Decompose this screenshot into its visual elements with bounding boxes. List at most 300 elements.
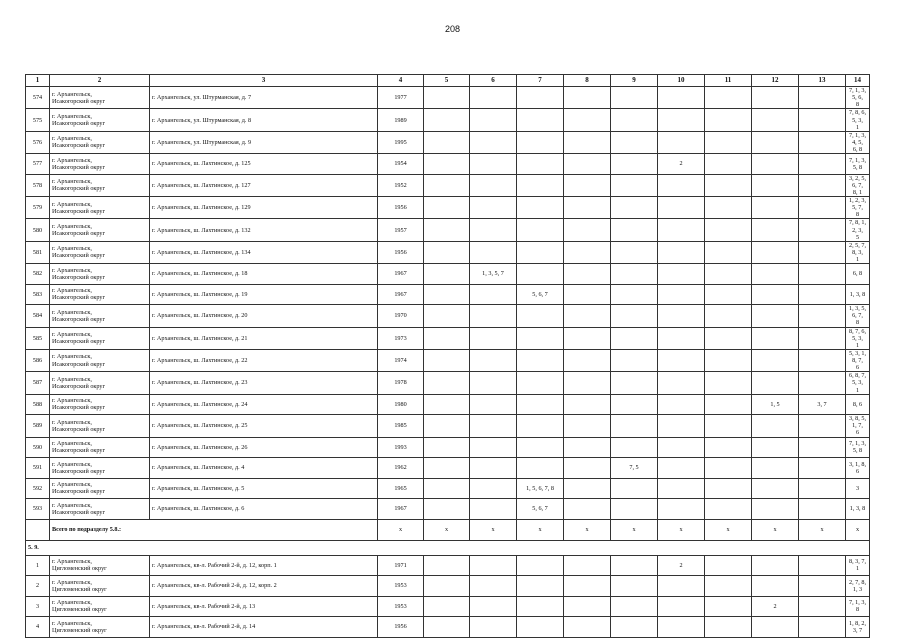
column-7-cell [517,349,564,371]
column-9-cell [611,415,658,437]
column-11-cell [705,394,752,415]
district-cell: г. Архангельск, Исакогорский округ [50,174,150,196]
column-5-cell [424,327,470,349]
column-8-cell [564,458,611,479]
subtotal-mark: x [378,519,424,540]
column-6-cell [470,478,517,499]
table-row [26,284,870,305]
header-row [26,75,870,87]
table-row [26,596,870,617]
column-7-cell [517,305,564,327]
column-13-cell [799,576,846,597]
district-cell: г. Архангельск, Цигломенский округ [50,555,150,576]
year-cell: 1980 [378,394,424,415]
column-10-cell [658,349,705,371]
year-cell: 1985 [378,415,424,437]
column-6-cell [470,555,517,576]
row-number-cell: 2 [26,576,50,597]
column-13-cell [799,174,846,196]
subtotal-mark: x [611,519,658,540]
address-cell: г. Архангельск, кв-л. Рабочий 2-й, д. 12, корп. 2 [150,576,378,597]
column-7-cell [517,617,564,638]
column-13-cell [799,109,846,131]
column-9-cell [611,131,658,153]
column-13-cell [799,327,846,349]
year-cell: 1956 [378,197,424,219]
address-cell: г. Архангельск, ш. Лахтинское, д. 5 [150,478,378,499]
column-13-cell [799,305,846,327]
year-cell: 1973 [378,327,424,349]
column-13-cell [799,555,846,576]
column-10-cell [658,219,705,241]
column-13-cell [799,458,846,479]
table-row [26,458,870,479]
column-header-6: 6 [470,75,517,87]
column-12-cell [752,305,799,327]
table-row [26,219,870,241]
column-11-cell [705,219,752,241]
column-10-cell [658,499,705,520]
year-cell: 1956 [378,617,424,638]
year-cell: 1978 [378,372,424,394]
column-11-cell [705,596,752,617]
column-5-cell [424,555,470,576]
column-5-cell [424,415,470,437]
district-cell: г. Архангельск, Исакогорский округ [50,305,150,327]
column-13-cell [799,499,846,520]
column-6-cell [470,109,517,131]
column-6-cell [470,131,517,153]
address-cell: г. Архангельск, кв-л. Рабочий 2-й, д. 12, корп. 1 [150,555,378,576]
column-12-cell: 2 [752,596,799,617]
column-11-cell [705,305,752,327]
column-14-cell: 7, 1, 3, 8 [846,596,870,617]
column-13-cell [799,415,846,437]
column-7-cell [517,415,564,437]
year-cell: 1967 [378,499,424,520]
district-cell: г. Архангельск, Исакогорский округ [50,458,150,479]
column-8-cell [564,394,611,415]
column-6-cell [470,241,517,263]
column-header-4: 4 [378,75,424,87]
row-number-cell: 592 [26,478,50,499]
column-6-cell [470,458,517,479]
column-8-cell [564,131,611,153]
column-11-cell [705,284,752,305]
table-row [26,394,870,415]
column-6-cell [470,154,517,175]
column-7-cell [517,154,564,175]
column-6-cell [470,576,517,597]
address-cell: г. Архангельск, ш. Лахтинское, д. 24 [150,394,378,415]
column-9-cell [611,555,658,576]
address-cell: г. Архангельск, ш. Лахтинское, д. 23 [150,372,378,394]
column-11-cell [705,437,752,458]
district-cell: г. Архангельск, Исакогорский округ [50,241,150,263]
column-8-cell [564,499,611,520]
column-9-cell [611,327,658,349]
column-5-cell [424,284,470,305]
column-7-cell [517,555,564,576]
column-14-cell: 8, 3, 7, 1 [846,555,870,576]
row-number-cell: 583 [26,284,50,305]
district-cell: г. Архангельск, Цигломенский округ [50,617,150,638]
address-cell: г. Архангельск, ш. Лахтинское, д. 134 [150,241,378,263]
column-5-cell [424,109,470,131]
column-14-cell: 7, 1, 3, 5, 8 [846,437,870,458]
column-9-cell [611,349,658,371]
column-9-cell [611,197,658,219]
column-13-cell [799,372,846,394]
column-7-cell: 5, 6, 7 [517,499,564,520]
column-5-cell [424,87,470,109]
column-6-cell [470,415,517,437]
column-12-cell [752,264,799,285]
row-number-cell: 591 [26,458,50,479]
column-14-cell: 3, 8, 5, 1, 7, 6 [846,415,870,437]
column-7-cell [517,394,564,415]
row-number-cell: 4 [26,617,50,638]
table-row [26,264,870,285]
row-number-cell: 1 [26,555,50,576]
column-7-cell: 1, 5, 6, 7, 8 [517,478,564,499]
column-8-cell [564,197,611,219]
column-12-cell [752,458,799,479]
district-cell: г. Архангельск, Исакогорский округ [50,87,150,109]
table-row [26,617,870,638]
address-cell: г. Архангельск, ул. Штурманская, д. 7 [150,87,378,109]
column-12-cell [752,555,799,576]
column-9-cell [611,174,658,196]
column-13-cell [799,596,846,617]
column-10-cell [658,458,705,479]
column-5-cell [424,264,470,285]
year-cell: 1965 [378,478,424,499]
column-7-cell [517,596,564,617]
column-12-cell [752,349,799,371]
column-14-cell: 5, 3, 1, 8, 7, 6 [846,349,870,371]
column-6-cell [470,197,517,219]
column-11-cell [705,576,752,597]
column-12-cell [752,617,799,638]
address-cell: г. Архангельск, ш. Лахтинское, д. 25 [150,415,378,437]
year-cell: 1967 [378,284,424,305]
column-12-cell [752,131,799,153]
column-9-cell [611,576,658,597]
column-7-cell [517,174,564,196]
district-cell: г. Архангельск, Исакогорский округ [50,478,150,499]
column-7-cell [517,109,564,131]
table-row [26,174,870,196]
table-row [26,154,870,175]
column-11-cell [705,264,752,285]
subtotal-label: Всего по подразделу 5.8.: [50,519,378,540]
row-number-cell: 593 [26,499,50,520]
row-number-cell: 581 [26,241,50,263]
year-cell: 1953 [378,576,424,597]
row-number-cell: 584 [26,305,50,327]
column-14-cell: 7, 1, 3, 5, 8 [846,154,870,175]
column-9-cell [611,109,658,131]
column-5-cell [424,349,470,371]
column-13-cell [799,264,846,285]
column-10-cell [658,437,705,458]
column-header-13: 13 [799,75,846,87]
subtotal-mark: x [564,519,611,540]
column-11-cell [705,327,752,349]
year-cell: 1989 [378,109,424,131]
address-cell: г. Архангельск, кв-л. Рабочий 2-й, д. 14 [150,617,378,638]
column-8-cell [564,174,611,196]
row-number-cell: 579 [26,197,50,219]
column-12-cell [752,241,799,263]
column-14-cell: 7, 1, 3, 5, 6, 8 [846,87,870,109]
table-row [26,241,870,263]
column-10-cell: 2 [658,555,705,576]
column-13-cell [799,349,846,371]
column-9-cell [611,305,658,327]
column-14-cell: 3 [846,478,870,499]
column-12-cell [752,576,799,597]
column-13-cell [799,219,846,241]
column-7-cell [517,458,564,479]
column-7-cell [517,327,564,349]
column-12-cell [752,415,799,437]
column-9-cell [611,241,658,263]
column-10-cell: 2 [658,154,705,175]
column-9-cell [611,87,658,109]
subtotal-mark: x [658,519,705,540]
column-8-cell [564,617,611,638]
column-10-cell [658,87,705,109]
column-8-cell [564,264,611,285]
row-number-cell: 575 [26,109,50,131]
column-7-cell [517,264,564,285]
column-13-cell [799,437,846,458]
column-6-cell [470,394,517,415]
column-header-11: 11 [705,75,752,87]
column-11-cell [705,555,752,576]
address-cell: г. Архангельск, ш. Лахтинское, д. 21 [150,327,378,349]
column-5-cell [424,305,470,327]
column-header-14: 14 [846,75,870,87]
district-cell: г. Архангельск, Исакогорский округ [50,437,150,458]
district-cell: г. Архангельск, Цигломенский округ [50,596,150,617]
column-10-cell [658,241,705,263]
column-7-cell [517,131,564,153]
column-14-cell: 1, 3, 8 [846,284,870,305]
column-7-cell [517,576,564,597]
column-12-cell [752,437,799,458]
table-row [26,478,870,499]
address-cell: г. Архангельск, ш. Лахтинское, д. 129 [150,197,378,219]
column-6-cell [470,174,517,196]
column-6-cell [470,327,517,349]
column-5-cell [424,437,470,458]
column-12-cell [752,174,799,196]
column-10-cell [658,197,705,219]
column-9-cell [611,372,658,394]
row-number-cell: 585 [26,327,50,349]
column-14-cell: 7, 8, 1, 2, 3, 5 [846,219,870,241]
table-row [26,437,870,458]
subtotal-mark: x [799,519,846,540]
column-11-cell [705,174,752,196]
district-cell: г. Архангельск, Исакогорский округ [50,219,150,241]
column-5-cell [424,458,470,479]
column-header-7: 7 [517,75,564,87]
column-7-cell: 5, 6, 7 [517,284,564,305]
column-12-cell [752,219,799,241]
subtotal-spacer-cell [26,519,50,540]
column-5-cell [424,499,470,520]
address-cell: г. Архангельск, ш. Лахтинское, д. 26 [150,437,378,458]
address-cell: г. Архангельск, ш. Лахтинское, д. 22 [150,349,378,371]
column-11-cell [705,87,752,109]
column-9-cell [611,394,658,415]
column-14-cell: 3, 1, 8, 6 [846,458,870,479]
row-number-cell: 578 [26,174,50,196]
column-14-cell: 2, 7, 8, 1, 3 [846,576,870,597]
column-8-cell [564,478,611,499]
table-row [26,576,870,597]
year-cell: 1995 [378,131,424,153]
year-cell: 1974 [378,349,424,371]
table-row [26,305,870,327]
table-row [26,349,870,371]
year-cell: 1977 [378,87,424,109]
district-cell: г. Архангельск, Цигломенский округ [50,576,150,597]
address-cell: г. Архангельск, ул. Штурманская, д. 8 [150,109,378,131]
column-14-cell: 1, 2, 3, 5, 7, 8 [846,197,870,219]
column-13-cell [799,241,846,263]
column-10-cell [658,372,705,394]
subtotal-mark: x [705,519,752,540]
column-5-cell [424,394,470,415]
section-label: 5. 9. [26,540,870,555]
column-11-cell [705,478,752,499]
address-cell: г. Архангельск, ш. Лахтинское, д. 127 [150,174,378,196]
district-cell: г. Архангельск, Исакогорский округ [50,372,150,394]
column-6-cell [470,284,517,305]
column-12-cell [752,284,799,305]
column-9-cell [611,284,658,305]
table-row [26,87,870,109]
column-7-cell [517,197,564,219]
column-header-1: 1 [26,75,50,87]
column-8-cell [564,372,611,394]
year-cell: 1954 [378,154,424,175]
subtotal-mark: x [470,519,517,540]
column-9-cell [611,437,658,458]
column-8-cell [564,349,611,371]
column-7-cell [517,87,564,109]
column-10-cell [658,305,705,327]
column-11-cell [705,415,752,437]
column-11-cell [705,154,752,175]
row-number-cell: 588 [26,394,50,415]
column-7-cell [517,437,564,458]
column-5-cell [424,576,470,597]
column-5-cell [424,478,470,499]
column-9-cell [611,596,658,617]
address-cell: г. Архангельск, ш. Лахтинское, д. 132 [150,219,378,241]
address-cell: г. Архангельск, ш. Лахтинское, д. 20 [150,305,378,327]
district-cell: г. Архангельск, Исакогорский округ [50,131,150,153]
subtotal-mark: x [517,519,564,540]
column-13-cell [799,617,846,638]
column-13-cell [799,197,846,219]
column-14-cell: 7, 8, 6, 5, 3, 1 [846,109,870,131]
year-cell: 1956 [378,241,424,263]
column-13-cell [799,131,846,153]
column-11-cell [705,197,752,219]
year-cell: 1971 [378,555,424,576]
column-11-cell [705,109,752,131]
column-header-8: 8 [564,75,611,87]
page-number: 208 [444,24,461,34]
column-5-cell [424,596,470,617]
column-13-cell [799,154,846,175]
column-header-9: 9 [611,75,658,87]
column-8-cell [564,596,611,617]
housing-table [25,74,870,638]
row-number-cell: 587 [26,372,50,394]
subtotal-mark: x [424,519,470,540]
column-5-cell [424,372,470,394]
column-8-cell [564,555,611,576]
column-11-cell [705,458,752,479]
row-number-cell: 3 [26,596,50,617]
year-cell: 1957 [378,219,424,241]
column-6-cell [470,305,517,327]
column-6-cell [470,617,517,638]
column-12-cell [752,478,799,499]
column-10-cell [658,394,705,415]
column-14-cell: 1, 3, 8 [846,499,870,520]
column-12-cell: 1, 5 [752,394,799,415]
row-number-cell: 580 [26,219,50,241]
column-header-5: 5 [424,75,470,87]
column-5-cell [424,154,470,175]
row-number-cell: 577 [26,154,50,175]
address-cell: г. Архангельск, ш. Лахтинское, д. 19 [150,284,378,305]
column-6-cell [470,499,517,520]
district-cell: г. Архангельск, Исакогорский округ [50,154,150,175]
column-10-cell [658,415,705,437]
column-9-cell [611,617,658,638]
column-header-10: 10 [658,75,705,87]
column-12-cell [752,197,799,219]
column-14-cell: 6, 8 [846,264,870,285]
column-8-cell [564,241,611,263]
column-6-cell [470,372,517,394]
column-11-cell [705,349,752,371]
column-14-cell: 8, 6 [846,394,870,415]
column-11-cell [705,372,752,394]
column-8-cell [564,305,611,327]
district-cell: г. Архангельск, Исакогорский округ [50,264,150,285]
column-7-cell [517,372,564,394]
column-12-cell [752,87,799,109]
column-5-cell [424,617,470,638]
column-5-cell [424,174,470,196]
column-13-cell: 3, 7 [799,394,846,415]
section-heading-row [26,540,870,555]
row-number-cell: 574 [26,87,50,109]
year-cell: 1952 [378,174,424,196]
table-row [26,555,870,576]
